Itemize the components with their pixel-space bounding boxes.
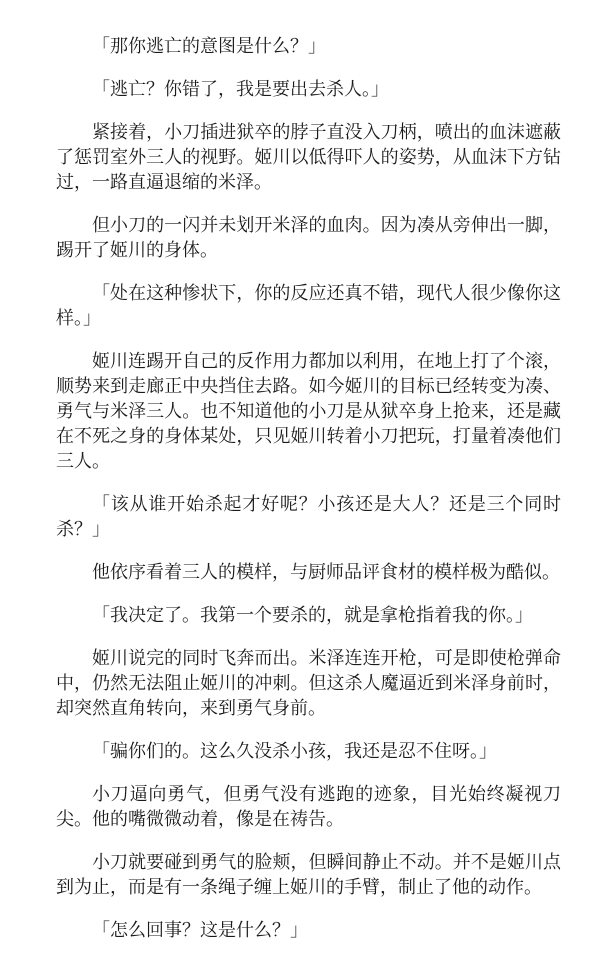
paragraph: 小刀就要碰到勇气的脸颊，但瞬间静止不动。并不是姬川点到为止，而是有一条绳子缠上姬川的手臂，制止了他的动作。 [56,852,561,898]
paragraph: 「怎么回事？这是什么？」 [92,920,308,941]
paragraph: 姬川说完的同时飞奔而出。米泽连连开枪，可是即使枪弹命中，仍然无法阻止姬川的冲刺。但这杀人魔逼近到米泽身前时，却突然直角转向，来到勇气身前。 [56,648,561,719]
paragraph: 「逃亡？你错了，我是要出去杀人。」 [92,79,389,100]
paragraph: 「那你逃亡的意图是什么？」 [92,36,326,57]
paragraph: 紧接着，小刀插进狱卒的脖子直没入刀柄，喷出的血沫遮蔽了惩罚室外三人的视野。姬川以低得吓人的姿势，从血沫下方钻过，一路直逼退缩的米泽。 [56,122,561,193]
paragraph: 「该从谁开始杀起才好呢？小孩还是大人？还是三个同时杀？」 [56,494,561,540]
paragraph: 姬川连踢开自己的反作用力都加以利用，在地上打了个滚，顺势来到走廊正中央挡住去路。如今姬川的目标已经转变为凑、勇气与米泽三人。也不知道他的小刀是从狱卒身上抢来，还是藏在不死之身的身体某处，只见姬川转着小刀把玩，打量着凑他们三人。 [56,351,561,472]
paragraph: 但小刀的一闪并未划开米泽的血肉。因为凑从旁伸出一脚，踢开了姬川的身体。 [56,215,561,261]
paragraph: 小刀逼向勇气，但勇气没有逃跑的迹象，目光始终凝视刀尖。他的嘴微微动着，像是在祷告。 [56,784,561,830]
paragraph: 「处在这种惨状下，你的反应还真不错，现代人很少像你这样。」 [56,283,561,329]
paragraph: 「我决定了。我第一个要杀的，就是拿枪指着我的你。」 [92,605,533,626]
paragraph: 他依序看着三人的模样，与厨师品评食材的模样极为酷似。 [92,562,560,583]
paragraph: 「骗你们的。这么久没杀小孩，我还是忍不住呀。」 [92,741,497,762]
document-page [56,34,561,961]
